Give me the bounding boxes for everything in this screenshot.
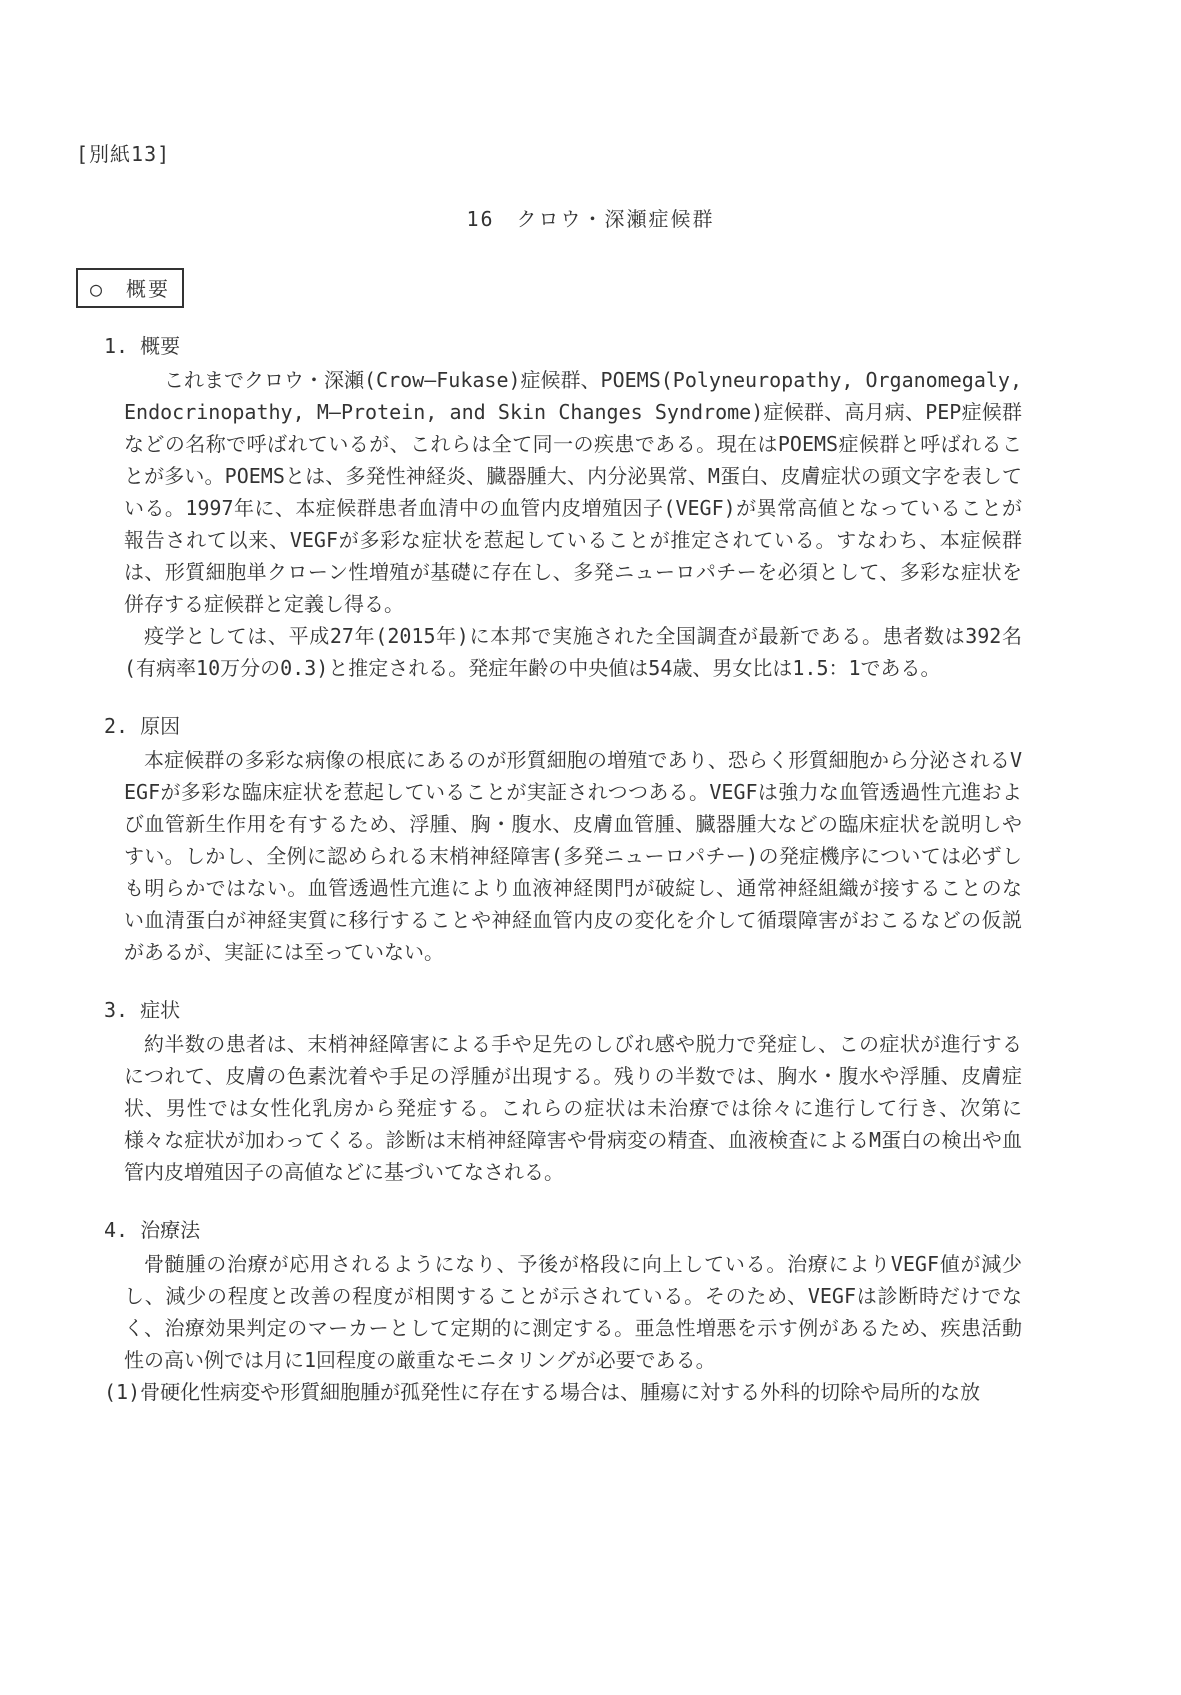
document-body [104, 330, 1022, 1434]
section-symptoms [104, 994, 1022, 1188]
section-cause [104, 710, 1022, 968]
paragraph: 疫学としては、平成27年(2015年)に本邦で実施された全国調査が最新である。患者数は392名(有病率10万分の0.3)と推定される。発症年齢の中央値は54歳、男女比は1.5：1である。 [124, 624, 1022, 680]
attachment-label: [別紙13] [76, 142, 171, 166]
overview-marker: ○ 概要 [76, 268, 184, 308]
section-heading: 1. 概要 [104, 334, 181, 358]
section-overview [104, 330, 1022, 684]
paragraph: 約半数の患者は、末梢神経障害による手や足先のしびれ感や脱力で発症し、この症状が進行するにつれて、皮膚の色素沈着や手足の浮腫が出現する。残りの半数では、胸水・腹水や浮腫、皮膚症状、男性では女性化乳房から発症する。これらの症状は未治療では徐々に進行して行き、次第に様々な症状が加わってくる。診断は末梢神経障害や骨病変の精査、血液検査によるM蛋白の検出や血管内皮増殖因子の高値などに基づいてなされる。 [124, 1032, 1022, 1184]
paragraph: 本症候群の多彩な病像の根底にあるのが形質細胞の増殖であり、恐らく形質細胞から分泌されるVEGFが多彩な臨床症状を惹起していることが実証されつつある。VEGFは強力な血管透過性亢進および血管新生作用を有するため、浮腫、胸・腹水、皮膚血管腫、臓器腫大などの臨床症状を説明しやすい。しかし、全例に認められる末梢神経障害(多発ニューロパチー)の発症機序については必ずしも明らかではない。血管透過性亢進により血液神経関門が破綻し、通常神経組織が接することのない血清蛋白が神経実質に移行することや神経血管内皮の変化を介して循環障害がおこるなどの仮説があるが、実証には至っていない。 [124, 748, 1022, 964]
paragraph: 骨髄腫の治療が応用されるようになり、予後が格段に向上している。治療によりVEGF値が減少し、減少の程度と改善の程度が相関することが示されている。そのため、VEGFは診断時だけでなく、治療効果判定のマーカーとして定期的に測定する。亜急性増悪を示す例があるため、疾患活動性の高い例では月に1回程度の厳重なモニタリングが必要である。 [124, 1252, 1022, 1372]
paragraph: これまでクロウ・深瀬(Crow―Fukase)症候群、POEMS(Polyneuropathy, Organomegaly, Endocrinopathy, M―Protein, and Skin Changes Syndrome)症候群、高月病、PEP症候群などの名称で呼ばれているが、これらは全て同一の疾患である。現在はPOEMS症候群と呼ばれることが多い。POEMSとは、多発性神経炎、臓器腫大、内分泌異常、M蛋白、皮膚症状の頭文字を表している。1997年に、本症候群患者血清中の血管内皮増殖因子(VEGF)が異常高値となっていることが報告されて以来、VEGFが多彩な症状を惹起していることが推定されている。すなわち、本症候群は、形質細胞単クローン性増殖が基礎に存在し、多発ニューロパチーを必須として、多彩な症状を併存する症候群と定義し得る。 [124, 368, 1022, 616]
section-treatment [104, 1214, 1022, 1408]
section-heading: 3. 症状 [104, 998, 181, 1022]
section-heading: 4. 治療法 [104, 1218, 201, 1242]
page-title: 16 クロウ・深瀬症候群 [466, 207, 715, 231]
section-heading: 2. 原因 [104, 714, 181, 738]
paragraph: (1)骨硬化性病変や形質細胞腫が孤発性に存在する場合は、腫瘍に対する外科的切除や局所的な放 [104, 1380, 981, 1404]
